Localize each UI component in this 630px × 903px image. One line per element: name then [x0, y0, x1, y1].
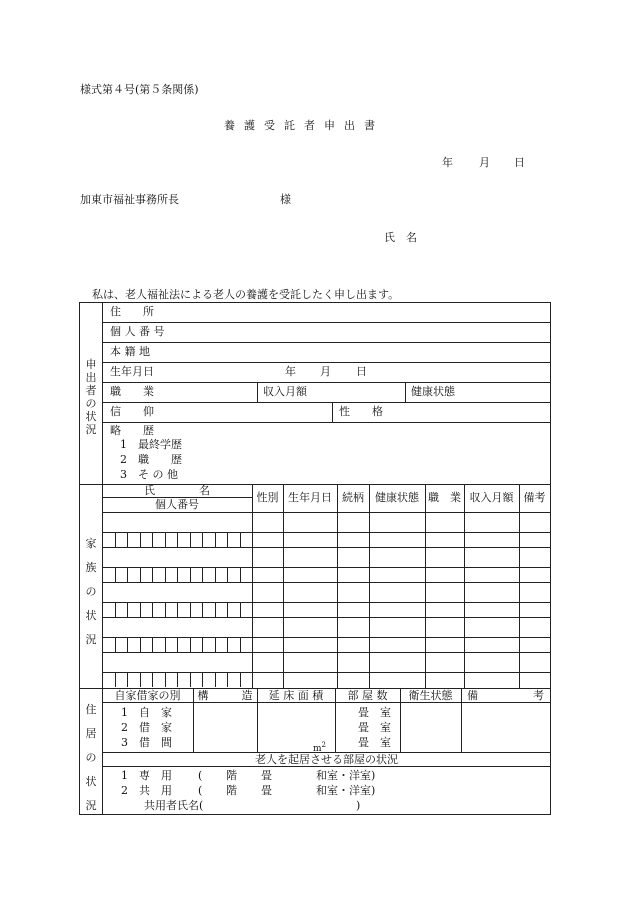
room-shared-label: 2 共 用: [121, 784, 172, 797]
room-status-header: 老人を起居させる部屋の状況: [255, 753, 398, 766]
rooms-header: 部 屋 数: [347, 689, 388, 702]
individual-number-box-divider: [190, 602, 191, 617]
individual-number-box-divider: [177, 672, 178, 687]
area-unit: $m^2$: [313, 741, 327, 754]
individual-number-box-divider: [140, 602, 141, 617]
ownership-item: 2 借 家: [121, 721, 172, 734]
family-row-divider: [102, 637, 551, 638]
individual-number-box-divider: [227, 602, 228, 617]
room-shared-floor: 階: [226, 784, 237, 797]
health-label: 健康状態: [411, 385, 455, 398]
family-relation-header: 続柄: [342, 491, 364, 504]
individual-number-box-divider: [202, 602, 203, 617]
applicant-side-label: 申出者の状況: [85, 358, 97, 436]
individual-number-box-divider: [190, 567, 191, 582]
history-item: 3 そ の 他: [120, 468, 178, 481]
room-dedicated-label: 1 専 用: [121, 769, 172, 782]
family-row-bottom: [102, 547, 551, 548]
history-item: 2 職 歴: [120, 453, 182, 466]
intro-text: 私は、老人福祉法による老人の養護を受託したく申し出ます。: [92, 288, 400, 301]
room-shared-type: 和室・洋室): [316, 784, 376, 797]
date-year: 年: [442, 156, 453, 169]
family-sex-header: 性別: [256, 491, 279, 504]
shared-user-name-label: 共用者氏名(: [144, 799, 204, 812]
room-dedicated-paren: (: [198, 769, 203, 782]
individual-number-box-divider: [152, 637, 153, 652]
family-row-divider: [102, 672, 551, 673]
individual-number-box-divider: [152, 602, 153, 617]
individual-number-box-divider: [227, 637, 228, 652]
individual-number-box-divider: [240, 602, 241, 617]
individual-number-box-divider: [165, 672, 166, 687]
history-item: 1 最終学歴: [120, 438, 182, 451]
domicile-label: 本 籍 地: [110, 345, 150, 358]
belief-label: 信 仰: [110, 405, 154, 418]
sanitation-header: 衛生状態: [408, 689, 453, 702]
room-dedicated-type: 和室・洋室): [316, 769, 376, 782]
structure-header: 構 造: [197, 689, 253, 702]
room-dedicated-tatami: 畳: [261, 769, 272, 782]
individual-number-box-divider: [202, 532, 203, 547]
individual-number-box-divider: [115, 672, 116, 687]
individual-number-box-divider: [152, 532, 153, 547]
individual-number-box-divider: [115, 602, 116, 617]
income-label: 収入月額: [263, 385, 307, 398]
family-name-header: 氏 名: [144, 484, 210, 497]
form-number: 様式第４号(第５条関係): [80, 83, 199, 96]
individual-number-box-divider: [152, 672, 153, 687]
page-title: 養護受託者申出書: [224, 119, 384, 132]
family-health-header: 健康状態: [375, 491, 419, 504]
individual-number-box-divider: [227, 567, 228, 582]
residence-side-label: 住居の状況: [85, 703, 97, 812]
date-month: 月: [479, 156, 490, 169]
family-remarks-header: 備考: [523, 491, 546, 504]
individual-number-box-divider: [202, 567, 203, 582]
individual-number-box-divider: [227, 672, 228, 687]
shared-user-name-close: ): [356, 799, 361, 812]
ownership-header: 自家借家の別: [114, 689, 181, 702]
ownership-item: 3 借 間: [121, 736, 172, 749]
individual-number-box-divider: [127, 567, 128, 582]
individual-number-box-divider: [177, 567, 178, 582]
room-shared-tatami: 畳: [261, 784, 272, 797]
individual-number-box-divider: [190, 532, 191, 547]
birthdate-year: 年: [285, 365, 296, 378]
individual-number-box-divider: [240, 567, 241, 582]
individual-number-box-divider: [227, 532, 228, 547]
individual-number-box-divider: [177, 637, 178, 652]
character-label: 性 格: [339, 405, 383, 418]
residence-remarks-header: 備 考: [467, 689, 544, 702]
individual-number-box-divider: [152, 567, 153, 582]
family-row-bottom: [102, 582, 551, 583]
individual-number-box-divider: [127, 532, 128, 547]
individual-number-box-divider: [127, 637, 128, 652]
individual-number-box-divider: [115, 532, 116, 547]
individual-number-box-divider: [165, 602, 166, 617]
date-day: 日: [514, 156, 525, 169]
birthdate-month: 月: [320, 365, 331, 378]
individual-number-box-divider: [115, 567, 116, 582]
family-side-label: 家族の状況: [85, 537, 97, 646]
family-row-divider: [102, 532, 551, 533]
address-label: 住 所: [110, 305, 154, 318]
ownership-item: 1 自 家: [121, 706, 172, 719]
addressee-office: 加東市福祉事務所長: [80, 193, 179, 206]
individual-number-box-divider: [215, 567, 216, 582]
room-shared-paren: (: [198, 784, 203, 797]
individual-number-box-divider: [215, 672, 216, 687]
addressee-honorific: 様: [280, 193, 291, 206]
individual-number-box-divider: [240, 637, 241, 652]
individual-number-box-divider: [215, 637, 216, 652]
family-row-bottom: [102, 652, 551, 653]
floor-area-header: 延 床 面 積: [268, 689, 324, 702]
individual-number-box-divider: [215, 602, 216, 617]
family-row-divider: [102, 567, 551, 568]
individual-number-box-divider: [140, 637, 141, 652]
history-label: 略 歴: [110, 424, 154, 437]
individual-number-box-divider: [165, 567, 166, 582]
family-individual-number-header: 個人番号: [155, 498, 199, 511]
tatami-room: 畳 室: [358, 736, 391, 749]
individual-number-box-divider: [240, 672, 241, 687]
individual-number-box-divider: [165, 532, 166, 547]
signer-name-label: 氏 名: [384, 231, 417, 244]
family-row-divider: [102, 602, 551, 603]
tatami-room: 畳 室: [358, 721, 391, 734]
individual-number-box-divider: [140, 672, 141, 687]
individual-number-box-divider: [140, 567, 141, 582]
birthdate-label: 生年月日: [110, 365, 154, 378]
individual-number-box-divider: [202, 672, 203, 687]
individual-number-box-divider: [140, 532, 141, 547]
individual-number-box-divider: [177, 602, 178, 617]
occupation-label: 職 業: [110, 385, 154, 398]
individual-number-box-divider: [215, 532, 216, 547]
individual-number-box-divider: [127, 672, 128, 687]
individual-number-box-divider: [240, 532, 241, 547]
family-occupation-header: 職 業: [428, 491, 461, 504]
individual-number-box-divider: [127, 602, 128, 617]
individual-number-box-divider: [190, 672, 191, 687]
family-birthdate-header: 生年月日: [288, 491, 332, 504]
individual-number-box-divider: [115, 637, 116, 652]
family-row-bottom: [102, 617, 551, 618]
individual-number-label: 個 人 番 号: [110, 325, 165, 338]
room-dedicated-floor: 階: [226, 769, 237, 782]
individual-number-box-divider: [177, 532, 178, 547]
tatami-room: 畳 室: [358, 706, 391, 719]
individual-number-box-divider: [165, 637, 166, 652]
family-income-header: 収入月額: [469, 491, 514, 504]
individual-number-box-divider: [202, 637, 203, 652]
birthdate-day: 日: [356, 365, 367, 378]
individual-number-box-divider: [190, 637, 191, 652]
